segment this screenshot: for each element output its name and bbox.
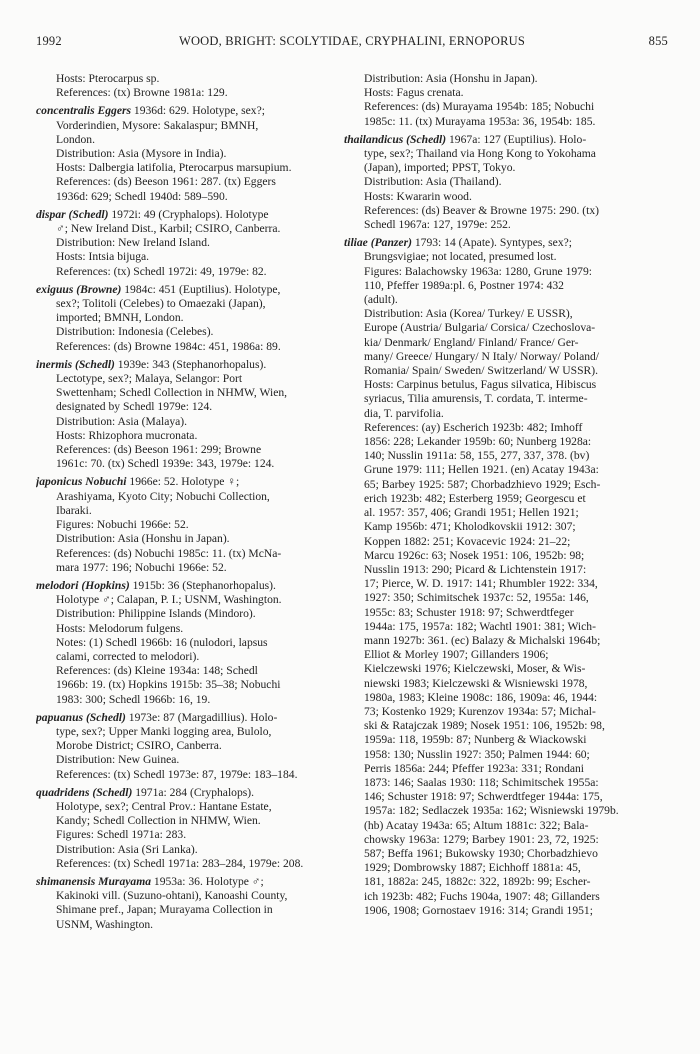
- entry-line: Hosts: Fagus crenata.: [364, 86, 464, 100]
- entry-head-text: 1967a: 127 (Euptilius). Holo-: [446, 132, 587, 146]
- entry-line: Elliot & Morley 1907; Gillanders 1906;: [364, 648, 549, 662]
- entry-line: Hosts: Melodorum fulgens.: [56, 621, 184, 635]
- entry-line: Distribution: Philippine Islands (Mindoro).: [56, 607, 256, 621]
- species-entry: [36, 358, 330, 472]
- entry-line: Notes: (1) Schedl 1966b: 16 (nulodori, lapsus: [56, 635, 268, 649]
- entry-line: Distribution: New Ireland Island.: [56, 236, 210, 250]
- entry-line: 140; Nusslin 1911a: 58, 155, 277, 337, 378. (bv): [364, 449, 590, 463]
- entry-line: References: (tx) Schedl 1973e: 87, 1979e: 183–184.: [56, 767, 298, 781]
- entry-line: Koppen 1882: 251; Kovacevic 1924: 21–22;: [364, 534, 571, 548]
- entry-line: 1959a: 118, 1959b: 87; Nunberg & Wiackowski: [364, 733, 587, 747]
- entry-head-text: 1972i: 49 (Cryphalops). Holotype: [108, 207, 269, 221]
- entry-line: Nusslin 1913: 290; Picard & Lichtenstein 1917:: [364, 562, 587, 576]
- entry-line: 1955c: 83; Schuster 1918: 97; Schwerdtfeger: [364, 605, 574, 619]
- entry-line: (adult).: [364, 293, 398, 307]
- entry-line: Ibaraki.: [56, 503, 92, 517]
- entry-line: mann 1927b: 361. (ec) Balazy & Michalski 1964b;: [364, 633, 601, 647]
- entry-line: Romania/ Spain/ Sweden/ Switzerland/ W USSR).: [364, 364, 599, 378]
- entry-line: ich 1923b: 482; Fuchs 1904a, 1907: 48; Gillanders: [364, 889, 600, 903]
- entry-line: 181, 1882a: 245, 1882c: 322, 1892b: 99; Escher-: [364, 875, 591, 889]
- entry-line: References: (ds) Nobuchi 1985c: 11. (tx) McNa-: [56, 546, 282, 560]
- entry-line: Arashiyama, Kyoto City; Nobuchi Collection,: [56, 489, 270, 503]
- species-name: thailandicus (Schedl): [344, 132, 447, 146]
- species-entry: [36, 875, 330, 932]
- species-name: tiliae (Panzer): [344, 236, 412, 250]
- species-name: papuanus (Schedl): [36, 710, 126, 724]
- entry-line: Marcu 1926c: 63; Nosek 1951: 106, 1952b: 98;: [364, 548, 585, 562]
- entry-line: Hosts: Dalbergia latifolia, Pterocarpus marsupium.: [56, 161, 292, 175]
- entry-line: Figures: Balachowsky 1963a: 1280, Grune 1979:: [364, 264, 592, 278]
- entry-head-text: 1984c: 451 (Euptilius). Holotype,: [121, 282, 281, 296]
- entry-line: Distribution: Asia (Korea/ Turkey/ E USSR),: [364, 307, 573, 321]
- page-year: 1992: [36, 34, 62, 48]
- entry-line: References: (tx) Schedl 1972i: 49, 1979e: 82.: [56, 264, 267, 278]
- left-column: [36, 72, 330, 936]
- entry-line: Figures: Schedl 1971a: 283.: [56, 828, 187, 842]
- entry-line: References: (tx) Browne 1981a: 129.: [56, 86, 228, 100]
- entry-line: 1936d: 629; Schedl 1940d: 589–590.: [56, 189, 228, 203]
- entry-head-text: 1971a: 284 (Cryphalops).: [132, 785, 255, 799]
- entry-head-line: [36, 711, 330, 725]
- species-name: melodori (Hopkins): [36, 578, 130, 592]
- entry-line: References: (ds) Murayama 1954b: 185; Nobuchi: [364, 100, 595, 114]
- entry-line: References: (ds) Beeson 1961: 299; Browne: [56, 443, 262, 457]
- entry-line: Hosts: Rhizophora mucronata.: [56, 428, 198, 442]
- entry-line: chowsky 1963a: 1279; Barbey 1901: 23, 72, 1925:: [364, 832, 599, 846]
- entry-head-text: 1973e: 87 (Margadillius). Holo-: [125, 710, 278, 724]
- right-column: [344, 72, 668, 922]
- entry-line: Distribution: Asia (Malaya).: [56, 414, 188, 428]
- entry-line: 1906, 1908; Gornostaev 1916: 314; Grandi 1951;: [364, 903, 593, 917]
- entry-line: Distribution: Asia (Mysore in India).: [56, 147, 227, 161]
- entry-line: Brungsvigiae; not located, presumed lost.: [364, 250, 557, 264]
- entry-head-line: [36, 786, 330, 800]
- entry-line: ski & Ratajczak 1989; Nosek 1951: 106, 1952b: 98,: [364, 719, 605, 733]
- entry-line: Kielczewski 1976; Kielczewski, Moser, & Wis-: [364, 662, 586, 676]
- entry-line: type, sex?; Thailand via Hong Kong to Yokohama: [364, 147, 596, 161]
- species-entry: [36, 283, 330, 354]
- entry-line: References: (ds) Kleine 1934a: 148; Schedl: [56, 664, 258, 678]
- species-entry: [344, 133, 668, 232]
- entry-line: calami, corrected to melodori).: [56, 649, 200, 663]
- entry-line: References: (ay) Escherich 1923b: 482; Imhoff: [364, 420, 583, 434]
- entry-head-line: [36, 875, 330, 889]
- entry-line: References: (ds) Beeson 1961: 287. (tx) Eggers: [56, 175, 276, 189]
- entry-line: Distribution: Indonesia (Celebes).: [56, 325, 214, 339]
- species-name: dispar (Schedl): [36, 207, 109, 221]
- species-entry: [36, 579, 330, 707]
- entry-line: Swettenham; Schedl Collection in NHMW, Wien,: [56, 386, 288, 400]
- species-entry: [36, 475, 330, 574]
- entry-line: 1856: 228; Lekander 1959b: 60; Nunberg 1928a:: [364, 435, 592, 449]
- entry-line: 1961c: 70. (tx) Schedl 1939e: 343, 1979e: 124.: [56, 457, 275, 471]
- entry-line: Hosts: Kwararin wood.: [364, 189, 472, 203]
- species-entry: [36, 208, 330, 279]
- entry-head-line: [36, 283, 330, 297]
- entry-line: (hb) Acatay 1943a: 65; Altum 1881c: 322; Bala-: [364, 818, 589, 832]
- entry-line: Schedl 1967a: 127, 1979e: 252.: [364, 218, 511, 232]
- species-entry: [36, 786, 330, 871]
- entry-head-line: [344, 133, 668, 147]
- entry-line: Holotype, sex?; Central Prov.: Hantane Estate,: [56, 799, 272, 813]
- entry-head-text: 1936d: 629. Holotype, sex?;: [131, 104, 265, 118]
- entry-line: niewski 1983; Kielczewski & Wisniewski 1978,: [364, 676, 588, 690]
- entry-line: type, sex?; Upper Manki logging area, Bulolo,: [56, 724, 272, 738]
- entry-head-line: [36, 104, 330, 118]
- entry-head-text: 1915b: 36 (Stephanorhopalus).: [129, 578, 276, 592]
- entry-line: Distribution: Asia (Honshu in Japan).: [56, 532, 230, 546]
- entry-line: designated by Schedl 1979e: 124.: [56, 400, 213, 414]
- entry-line: al. 1957: 357, 406; Grandi 1951; Hellen 1921;: [364, 506, 579, 520]
- entry-line: References: (tx) Schedl 1971a: 283–284, 1979e: 208.: [56, 856, 304, 870]
- entry-line: References: (ds) Beaver & Browne 1975: 290. (tx): [364, 203, 600, 217]
- species-name: japonicus Nobuchi: [36, 475, 127, 489]
- species-entry: [344, 236, 668, 918]
- entry-line: Kandy; Schedl Collection in NHMW, Wien.: [56, 814, 261, 828]
- entry-line: Hosts: Pterocarpus sp.: [56, 72, 160, 85]
- species-entry: [36, 711, 330, 782]
- entry-head-text: 1966e: 52. Holotype ♀;: [126, 475, 240, 489]
- entry-line: 146; Schuster 1918: 97; Schwerdtfeger 1944a: 175,: [364, 790, 603, 804]
- species-entry: [36, 72, 330, 100]
- entry-line: Figures: Nobuchi 1966e: 52.: [56, 518, 189, 532]
- entry-line: Kamp 1956b: 471; Kholodkovskii 1912: 307;: [364, 520, 576, 534]
- entry-line: 1966b: 19. (tx) Hopkins 1915b: 35–38; Nobuchi: [56, 678, 281, 692]
- running-title: WOOD, BRIGHT: SCOLYTIDAE, CRYPHALINI, ERNOPORUS: [178, 34, 526, 48]
- entry-line: Distribution: Asia (Thailand).: [364, 175, 502, 189]
- entry-head-line: [36, 208, 330, 222]
- entry-line: Morobe District; CSIRO, Canberra.: [56, 739, 222, 753]
- entry-line: 73; Kostenko 1929; Kurenzov 1934a: 57; Michal-: [364, 704, 596, 718]
- species-name: quadridens (Schedl): [36, 785, 133, 799]
- entry-line: London.: [56, 132, 95, 146]
- entry-head-line: [36, 475, 330, 489]
- entry-line: 1957a: 182; Sedlaczek 1935a: 162; Wisniewski 1979b.: [364, 804, 619, 818]
- entry-line: Vorderindien, Mysore: Sakalaspur; BMNH,: [56, 118, 259, 132]
- entry-head-line: [36, 358, 330, 372]
- entry-head-text: 1793: 14 (Apate). Syntypes, sex?;: [411, 236, 572, 250]
- species-name: concentralis Eggers: [36, 104, 132, 118]
- entry-line: 65; Barbey 1925: 587; Chorbadzhievo 1929; Esch-: [364, 477, 601, 491]
- entry-line: sex?; Tolitoli (Celebes) to Omaezaki (Japan),: [56, 297, 266, 311]
- entry-line: Shimane pref., Japan; Murayama Collection in: [56, 903, 273, 917]
- entry-line: ♂; New Ireland Dist., Karbil; CSIRO, Canberra.: [56, 222, 281, 236]
- entry-head-text: 1953a: 36. Holotype ♂;: [151, 874, 264, 888]
- entry-line: 1873: 146; Saalas 1930: 118; Schimitschek 1955a:: [364, 775, 599, 789]
- entry-line: Kakinoki vill. (Suzuno-ohtani), Kanoashi County,: [56, 889, 288, 903]
- entry-head-line: [344, 236, 668, 250]
- entry-line: (Japan), imported; PPST, Tokyo.: [364, 161, 516, 175]
- entry-line: 17; Pierce, W. D. 1917: 141; Rhumbler 1922: 334,: [364, 577, 598, 591]
- entry-line: 1927: 350; Schimitschek 1937c: 52, 1955a: 146,: [364, 591, 589, 605]
- entry-line: 1985c: 11. (tx) Murayama 1953a: 36, 1954b: 185.: [364, 114, 596, 128]
- entry-line: Distribution: New Guinea.: [56, 753, 180, 767]
- entry-line: References: (ds) Browne 1984c: 451, 1986a: 89.: [56, 339, 281, 353]
- entry-line: 1929; Dombrowsky 1887; Eichhoff 1881a: 45,: [364, 861, 581, 875]
- entry-line: 587; Beffa 1961; Bukowsky 1930; Chorbadzhievo: [364, 846, 598, 860]
- page-number: 855: [648, 34, 668, 48]
- entry-line: Grune 1979: 111; Hellen 1921. (en) Acatay 1943a:: [364, 463, 599, 477]
- species-entry: [344, 72, 668, 129]
- entry-line: many/ Greece/ Hungary/ N Italy/ Norway/ Poland/: [364, 349, 600, 363]
- entry-line: 1983: 300; Schedl 1966b: 16, 19.: [56, 692, 211, 706]
- entry-line: 110, Pfeffer 1989a:pl. 6, Postner 1974: 432: [364, 278, 564, 292]
- species-name: exiguus (Browne): [36, 282, 122, 296]
- entry-line: syriacus, Tilia amurensis, T. cordata, T. interme-: [364, 392, 588, 406]
- entry-line: Distribution: Asia (Honshu in Japan).: [364, 72, 538, 85]
- entry-line: 1958: 130; Nusslin 1927: 350; Palmen 1944: 60;: [364, 747, 590, 761]
- entry-line: Holotype ♂; Calapan, P. I.; USNM, Washington.: [56, 593, 282, 607]
- entry-line: erich 1923b: 482; Esterberg 1959; Georgescu et: [364, 491, 586, 505]
- species-name: inermis (Schedl): [36, 357, 115, 371]
- entry-line: Distribution: Asia (Sri Lanka).: [56, 842, 198, 856]
- entry-line: Hosts: Intsia bijuga.: [56, 250, 150, 264]
- entry-line: Perris 1856a: 244; Pfeffer 1923a: 331; Rondani: [364, 761, 585, 775]
- entry-head-text: 1939e: 343 (Stephanorhopalus).: [114, 357, 267, 371]
- entry-line: 1944a: 175, 1957a: 182; Wachtl 1901: 381; Wich-: [364, 619, 596, 633]
- entry-line: USNM, Washington.: [56, 917, 154, 931]
- entry-line: Hosts: Carpinus betulus, Fagus silvatica, Hibiscus: [364, 378, 597, 392]
- entry-line: mara 1977: 196; Nobuchi 1966e: 52.: [56, 560, 227, 574]
- species-entry: [36, 104, 330, 203]
- entry-line: 1980a, 1983; Kleine 1908c: 186, 1909a: 46, 1944:: [364, 690, 598, 704]
- entry-line: Lectotype, sex?; Malaya, Selangor: Port: [56, 372, 243, 386]
- entry-line: kia/ Denmark/ England/ Finland/ France/ Ger-: [364, 335, 579, 349]
- entry-line: Europe (Austria/ Bulgaria/ Corsica/ Czechoslova-: [364, 321, 596, 335]
- species-name: shimanensis Murayama: [36, 874, 152, 888]
- entry-head-line: [36, 579, 330, 593]
- entry-line: dia, T. parvifolia.: [364, 406, 444, 420]
- entry-line: imported; BMNH, London.: [56, 311, 184, 325]
